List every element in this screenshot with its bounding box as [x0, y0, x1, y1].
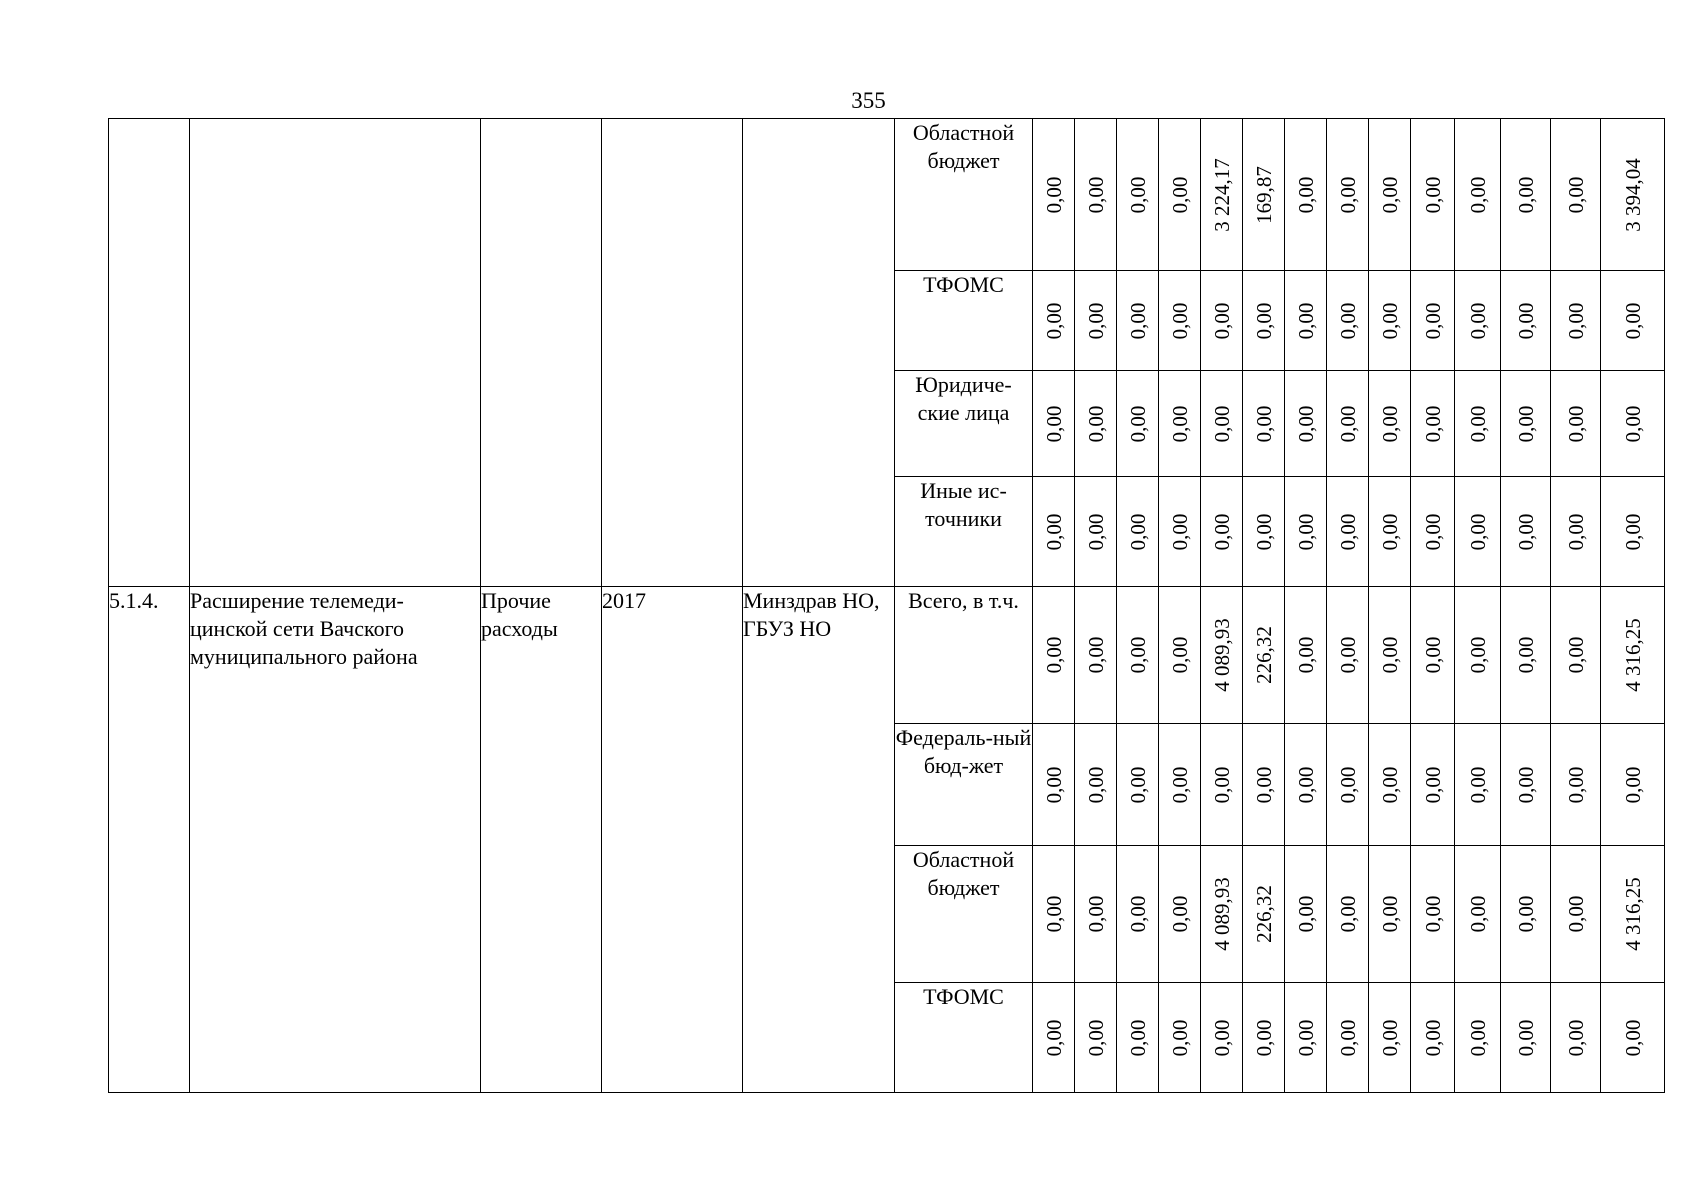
value-text: 0,00 [1420, 1019, 1445, 1056]
value-text: 0,00 [1420, 766, 1445, 803]
value-text: 0,00 [1083, 766, 1108, 803]
value-cell [1411, 724, 1455, 846]
value-cell [1455, 271, 1501, 371]
value-cell [1201, 983, 1243, 1093]
value-cell [1243, 371, 1285, 477]
value-cell [1501, 724, 1551, 846]
value-text: 0,00 [1041, 302, 1066, 339]
value-text: 0,00 [1293, 766, 1318, 803]
value-cell [1285, 477, 1327, 587]
source-cell: Юридиче-ские лица [895, 371, 1033, 477]
value-text: 0,00 [1083, 636, 1108, 674]
value-cell [1159, 371, 1201, 477]
value-cell [1201, 371, 1243, 477]
value-text: 0,00 [1620, 513, 1645, 550]
value-cell [1501, 983, 1551, 1093]
value-cell [1411, 477, 1455, 587]
value-text: 0,00 [1083, 405, 1108, 442]
value-cell [1159, 983, 1201, 1093]
value-text: 0,00 [1041, 405, 1066, 442]
value-cell [1601, 587, 1665, 724]
value-cell [1201, 477, 1243, 587]
value-cell [1551, 271, 1601, 371]
value-cell [1551, 477, 1601, 587]
page-number: 355 [851, 88, 886, 113]
value-cell [1551, 587, 1601, 724]
value-cell [1117, 477, 1159, 587]
value-text: 0,00 [1083, 1019, 1108, 1056]
value-cell [1501, 477, 1551, 587]
source-cell: Областной бюджет [895, 846, 1033, 983]
value-text: 0,00 [1167, 895, 1192, 933]
value-cell [1117, 983, 1159, 1093]
value-cell [1285, 846, 1327, 983]
value-cell [1159, 271, 1201, 371]
value-cell [1117, 587, 1159, 724]
number-cell [109, 119, 190, 587]
value-text: 0,00 [1513, 176, 1538, 213]
value-text: 0,00 [1167, 302, 1192, 339]
value-cell [1369, 477, 1411, 587]
value-cell [1455, 983, 1501, 1093]
value-cell [1501, 271, 1551, 371]
value-text: 0,00 [1620, 302, 1645, 339]
value-text: 4 089,93 [1209, 877, 1234, 951]
value-text: 0,00 [1465, 405, 1490, 442]
value-text: 0,00 [1209, 766, 1234, 803]
value-cell [1201, 724, 1243, 846]
value-text: 0,00 [1167, 766, 1192, 803]
value-cell [1033, 371, 1075, 477]
source-cell: Всего, в т.ч. [895, 587, 1033, 724]
value-text: 0,00 [1377, 405, 1402, 442]
value-text: 0,00 [1563, 302, 1588, 339]
value-text: 0,00 [1563, 895, 1588, 933]
value-text: 0,00 [1620, 766, 1645, 803]
value-text: 0,00 [1209, 302, 1234, 339]
value-text: 0,00 [1420, 176, 1445, 213]
value-text: 0,00 [1465, 176, 1490, 213]
value-text: 0,00 [1041, 766, 1066, 803]
value-cell [1601, 983, 1665, 1093]
value-text: 0,00 [1125, 636, 1150, 674]
value-cell [1117, 846, 1159, 983]
value-cell [1075, 724, 1117, 846]
value-text: 0,00 [1167, 513, 1192, 550]
value-cell [1327, 371, 1369, 477]
value-cell [1327, 587, 1369, 724]
value-cell [1159, 724, 1201, 846]
value-cell [1075, 477, 1117, 587]
value-text: 0,00 [1377, 302, 1402, 339]
value-cell [1243, 846, 1285, 983]
value-text: 0,00 [1251, 513, 1276, 550]
value-text: 0,00 [1513, 1019, 1538, 1056]
value-text: 0,00 [1167, 405, 1192, 442]
value-cell [1369, 846, 1411, 983]
value-text: 0,00 [1335, 766, 1360, 803]
value-text: 3 394,04 [1620, 157, 1645, 232]
expense-type-cell: Прочие расходы [481, 587, 602, 1093]
value-cell [1501, 119, 1551, 271]
value-cell [1033, 271, 1075, 371]
value-text: 0,00 [1335, 513, 1360, 550]
value-text: 0,00 [1377, 636, 1402, 674]
value-text: 0,00 [1513, 766, 1538, 803]
value-cell [1369, 271, 1411, 371]
source-cell: ТФОМС [895, 983, 1033, 1093]
table-row [109, 119, 1665, 271]
value-text: 0,00 [1251, 766, 1276, 803]
value-cell [1201, 846, 1243, 983]
value-cell [1285, 983, 1327, 1093]
value-cell [1455, 846, 1501, 983]
value-text: 0,00 [1083, 513, 1108, 550]
value-cell [1411, 587, 1455, 724]
value-cell [1117, 724, 1159, 846]
value-cell [1369, 587, 1411, 724]
value-cell [1159, 846, 1201, 983]
value-text: 0,00 [1377, 1019, 1402, 1056]
value-text: 0,00 [1513, 302, 1538, 339]
value-cell [1285, 587, 1327, 724]
value-text: 0,00 [1335, 895, 1360, 933]
value-text: 0,00 [1563, 405, 1588, 442]
value-text: 0,00 [1167, 176, 1192, 213]
value-cell [1033, 477, 1075, 587]
source-cell: Иные ис-точники [895, 477, 1033, 587]
name-cell: Расширение телемеди-цинской сети Вачского муниципального района [190, 587, 481, 1093]
value-text: 0,00 [1420, 513, 1445, 550]
value-text: 0,00 [1125, 176, 1150, 213]
value-cell [1075, 846, 1117, 983]
value-text: 0,00 [1420, 636, 1445, 674]
value-cell [1601, 371, 1665, 477]
value-text: 0,00 [1335, 302, 1360, 339]
value-cell [1075, 271, 1117, 371]
value-text: 0,00 [1377, 513, 1402, 550]
value-cell [1369, 983, 1411, 1093]
value-text: 0,00 [1465, 636, 1490, 674]
value-text: 0,00 [1167, 636, 1192, 674]
budget-table [108, 118, 1665, 1093]
value-text: 0,00 [1293, 636, 1318, 674]
value-text: 0,00 [1125, 1019, 1150, 1056]
value-text: 0,00 [1041, 636, 1066, 674]
source-cell: ТФОМС [895, 271, 1033, 371]
value-text: 0,00 [1465, 895, 1490, 933]
value-cell [1551, 846, 1601, 983]
name-cell [190, 119, 481, 587]
value-text: 226,32 [1251, 885, 1276, 943]
value-text: 0,00 [1465, 766, 1490, 803]
value-text: 0,00 [1209, 513, 1234, 550]
value-cell [1369, 371, 1411, 477]
value-cell [1601, 119, 1665, 271]
value-text: 0,00 [1563, 636, 1588, 674]
value-cell [1243, 271, 1285, 371]
value-cell [1117, 371, 1159, 477]
value-cell [1411, 983, 1455, 1093]
value-cell [1075, 587, 1117, 724]
value-cell [1243, 724, 1285, 846]
value-text: 0,00 [1125, 766, 1150, 803]
value-cell [1117, 119, 1159, 271]
year-cell [602, 119, 743, 587]
value-cell [1601, 724, 1665, 846]
value-text: 0,00 [1125, 302, 1150, 339]
value-text: 3 224,17 [1209, 157, 1234, 232]
value-cell [1501, 371, 1551, 477]
value-text: 0,00 [1377, 176, 1402, 213]
value-cell [1159, 119, 1201, 271]
value-text: 0,00 [1563, 176, 1588, 213]
value-text: 4 316,25 [1620, 877, 1645, 951]
value-text: 0,00 [1513, 636, 1538, 674]
value-text: 0,00 [1293, 302, 1318, 339]
value-cell [1243, 477, 1285, 587]
value-text: 0,00 [1125, 513, 1150, 550]
value-text: 0,00 [1041, 513, 1066, 550]
value-cell [1327, 983, 1369, 1093]
value-text: 0,00 [1420, 302, 1445, 339]
value-text: 0,00 [1563, 766, 1588, 803]
value-text: 0,00 [1465, 1019, 1490, 1056]
value-text: 0,00 [1251, 302, 1276, 339]
year-cell: 2017 [602, 587, 743, 1093]
value-text: 0,00 [1209, 1019, 1234, 1056]
value-cell [1327, 119, 1369, 271]
value-text: 0,00 [1335, 176, 1360, 213]
value-cell [1033, 119, 1075, 271]
value-cell [1551, 119, 1601, 271]
expense-type-cell [481, 119, 602, 587]
value-text: 169,87 [1251, 165, 1276, 224]
value-text: 0,00 [1563, 513, 1588, 550]
value-cell [1601, 477, 1665, 587]
value-text: 226,32 [1251, 626, 1276, 684]
table-row [109, 587, 1665, 724]
value-text: 0,00 [1513, 513, 1538, 550]
value-cell [1501, 587, 1551, 724]
value-cell [1117, 271, 1159, 371]
value-cell [1411, 119, 1455, 271]
value-text: 0,00 [1335, 636, 1360, 674]
value-cell [1033, 724, 1075, 846]
value-cell [1075, 371, 1117, 477]
value-cell [1455, 587, 1501, 724]
value-text: 0,00 [1563, 1019, 1588, 1056]
value-cell [1201, 271, 1243, 371]
value-text: 0,00 [1377, 895, 1402, 933]
value-cell [1243, 119, 1285, 271]
value-text: 0,00 [1293, 405, 1318, 442]
value-text: 4 316,25 [1620, 618, 1645, 692]
value-cell [1411, 371, 1455, 477]
value-cell [1285, 724, 1327, 846]
value-cell [1411, 846, 1455, 983]
value-cell [1159, 587, 1201, 724]
value-text: 0,00 [1620, 405, 1645, 442]
value-text: 0,00 [1209, 405, 1234, 442]
value-cell [1075, 119, 1117, 271]
value-cell [1551, 983, 1601, 1093]
value-text: 0,00 [1083, 302, 1108, 339]
value-cell [1285, 371, 1327, 477]
value-text: 4 089,93 [1209, 618, 1234, 692]
value-text: 0,00 [1041, 176, 1066, 213]
value-cell [1243, 587, 1285, 724]
value-cell [1501, 846, 1551, 983]
value-text: 0,00 [1420, 895, 1445, 933]
value-cell [1327, 846, 1369, 983]
value-text: 0,00 [1335, 405, 1360, 442]
value-cell [1601, 271, 1665, 371]
value-cell [1455, 477, 1501, 587]
value-text: 0,00 [1041, 895, 1066, 933]
value-text: 0,00 [1377, 766, 1402, 803]
value-cell [1285, 271, 1327, 371]
source-cell: Федераль-ный бюд-жет [895, 724, 1033, 846]
value-cell [1033, 587, 1075, 724]
value-text: 0,00 [1335, 1019, 1360, 1056]
value-cell [1201, 587, 1243, 724]
value-text: 0,00 [1465, 513, 1490, 550]
value-cell [1551, 371, 1601, 477]
value-text: 0,00 [1125, 895, 1150, 933]
executor-cell: Минздрав НО, ГБУЗ НО [743, 587, 895, 1093]
value-cell [1327, 271, 1369, 371]
value-cell [1201, 119, 1243, 271]
value-text: 0,00 [1251, 405, 1276, 442]
value-cell [1455, 119, 1501, 271]
number-cell: 5.1.4. [109, 587, 190, 1093]
value-cell [1369, 724, 1411, 846]
value-text: 0,00 [1513, 895, 1538, 933]
value-text: 0,00 [1083, 895, 1108, 933]
value-cell [1075, 983, 1117, 1093]
value-text: 0,00 [1293, 1019, 1318, 1056]
value-cell [1327, 477, 1369, 587]
value-text: 0,00 [1293, 895, 1318, 933]
value-text: 0,00 [1041, 1019, 1066, 1056]
value-cell [1369, 119, 1411, 271]
value-cell [1243, 983, 1285, 1093]
value-text: 0,00 [1620, 1019, 1645, 1056]
source-cell: Областной бюджет [895, 119, 1033, 271]
value-text: 0,00 [1083, 176, 1108, 213]
executor-cell [743, 119, 895, 587]
value-text: 0,00 [1420, 405, 1445, 442]
value-cell [1159, 477, 1201, 587]
value-text: 0,00 [1251, 1019, 1276, 1056]
value-cell [1455, 371, 1501, 477]
value-cell [1327, 724, 1369, 846]
value-cell [1455, 724, 1501, 846]
value-text: 0,00 [1513, 405, 1538, 442]
value-text: 0,00 [1293, 176, 1318, 213]
value-cell [1285, 119, 1327, 271]
value-text: 0,00 [1167, 1019, 1192, 1056]
value-text: 0,00 [1293, 513, 1318, 550]
value-cell [1601, 846, 1665, 983]
value-cell [1411, 271, 1455, 371]
value-cell [1033, 846, 1075, 983]
value-cell [1033, 983, 1075, 1093]
value-cell [1551, 724, 1601, 846]
value-text: 0,00 [1125, 405, 1150, 442]
value-text: 0,00 [1465, 302, 1490, 339]
